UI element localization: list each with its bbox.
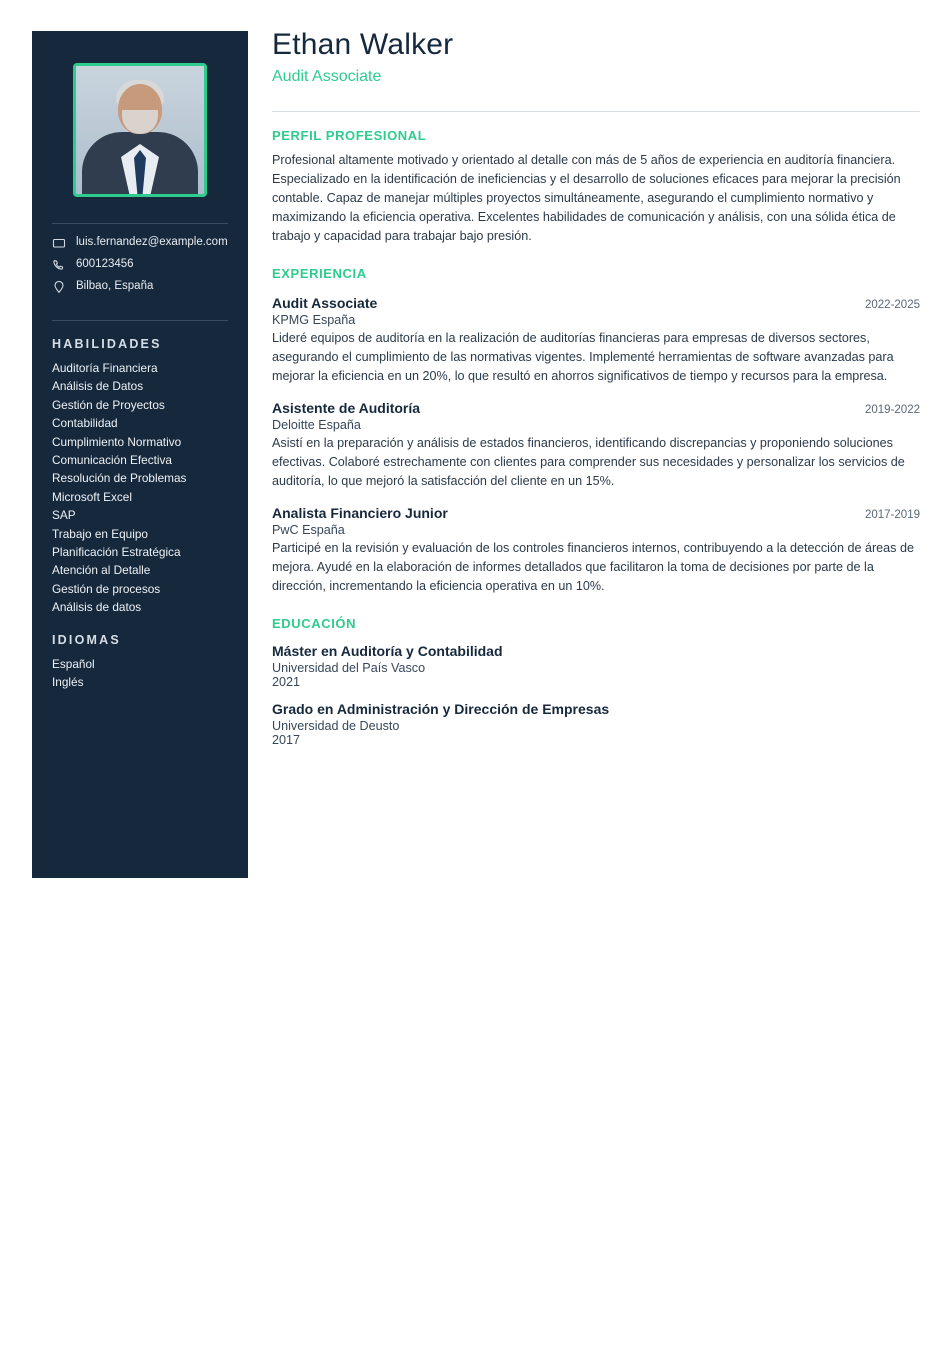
- location-pin-icon: [52, 280, 66, 294]
- profile-text: Profesional altamente motivado y orientado al detalle con más de 5 años de experiencia en auditoría financiera. Especializado en la identificación de ineficiencias y el desarrollo de soluciones eficaces para mejorar la precisión contable. Capaz de manejar múltiples proyectos simultáneamente, asegurando el cumplimiento normativo y maximizando la eficiencia operativa. Excelentes habilidades de comunicación y análisis, con una sólida ética de trabajo y capacidad para trabajar bajo presión.: [272, 153, 901, 243]
- sidebar-divider-bottom: [52, 320, 228, 321]
- list-item: Español: [52, 656, 95, 671]
- experience-description: Participé en la revisión y evaluación de los controles financieros internos, contribuyendo a la detección de áreas de mejora. Ayudé en la elaboración de informes detallados que facilitaron la toma de decisiones por parte de la dirección, incrementando la eficiencia operativa en un 10%.: [272, 541, 914, 593]
- experience-title: Analista Financiero Junior: [272, 505, 448, 521]
- experience-description: Lideré equipos de auditoría en la realización de auditorías financieras para empresas de diversos sectores, asegurando el cumplimiento de las normativas vigentes. Implementé herramientas de software avanzadas para mejorar la eficiencia en un 20%, lo que resultó en ahorros significativos de tiempo y recursos para la empresa.: [272, 331, 894, 383]
- avatar-photo: [76, 66, 204, 194]
- list-item: Cumplimiento Normativo: [52, 434, 182, 449]
- contact-phone[interactable]: [52, 258, 228, 272]
- list-item: Planificación Estratégica: [52, 545, 181, 560]
- avatar: [73, 63, 207, 197]
- main-content: [272, 28, 920, 747]
- contact-phone-text: 600123456: [76, 258, 134, 271]
- education-school: Universidad de Deusto: [272, 719, 400, 733]
- list-item: SAP: [52, 508, 76, 523]
- skills-heading: HABILIDADES: [52, 337, 162, 351]
- experience-item: [272, 295, 920, 386]
- education-year: 2017: [272, 733, 301, 747]
- experience-company: Deloitte España: [272, 418, 361, 432]
- experience-company: KPMG España: [272, 313, 356, 327]
- experience-dates: 2019-2022: [865, 404, 920, 416]
- contact-location: [52, 280, 228, 294]
- languages-heading: IDIOMAS: [52, 632, 121, 647]
- section-title-education: EDUCACIÓN: [272, 616, 357, 631]
- education-school: Universidad del País Vasco: [272, 661, 426, 675]
- list-item: Análisis de datos: [52, 600, 142, 615]
- list-item: Trabajo en Equipo: [52, 526, 148, 541]
- list-item: Comunicación Efectiva: [52, 453, 172, 468]
- page-title: Ethan Walker: [272, 28, 454, 61]
- sidebar-divider-top: [52, 223, 228, 224]
- experience-item: [272, 505, 920, 596]
- list-item: Microsoft Excel: [52, 489, 132, 504]
- list-item: Análisis de Datos: [52, 379, 144, 394]
- list-item: Atención al Detalle: [52, 563, 151, 578]
- experience-dates: 2022-2025: [865, 299, 920, 311]
- mail-icon: [52, 236, 66, 250]
- experience-item: [272, 400, 920, 491]
- job-role-subtitle: Audit Associate: [272, 68, 382, 85]
- header-divider: [272, 111, 920, 112]
- experience-company: PwC España: [272, 523, 345, 537]
- experience-title: Audit Associate: [272, 295, 378, 311]
- contact-email-text: luis.fernandez@example.com: [76, 236, 228, 249]
- list-item: Gestión de procesos: [52, 581, 161, 596]
- experience-title: Asistente de Auditoría: [272, 400, 421, 416]
- list-item: Contabilidad: [52, 416, 118, 431]
- education-year: 2021: [272, 675, 301, 689]
- list-item: Auditoría Financiera: [52, 361, 158, 375]
- section-title-profile: PERFIL PROFESIONAL: [272, 128, 427, 143]
- list-item: Inglés: [52, 675, 84, 690]
- languages-list: [52, 655, 228, 692]
- phone-icon: [52, 258, 66, 272]
- contact-email[interactable]: [52, 236, 228, 250]
- experience-description: Asistí en la preparación y análisis de estados financieros, identificando discrepancias y proponiendo soluciones efectivas. Colaboré estrechamente con clientes para comprender sus necesidades y personalizar los servicios de auditoría, lo que mejoró la satisfacción del cliente en un 15%.: [272, 436, 905, 488]
- list-item: Gestión de Proyectos: [52, 397, 165, 412]
- section-title-experience: EXPERIENCIA: [272, 266, 367, 281]
- list-item: Resolución de Problemas: [52, 471, 187, 486]
- education-item: [272, 701, 920, 747]
- contact-location-text: Bilbao, España: [76, 280, 154, 293]
- sidebar: [32, 31, 248, 878]
- experience-dates: 2017-2019: [865, 509, 920, 521]
- education-title: Máster en Auditoría y Contabilidad: [272, 643, 503, 659]
- education-title: Grado en Administración y Dirección de Empresas: [272, 701, 610, 717]
- education-item: [272, 643, 920, 689]
- skills-list: [52, 359, 228, 617]
